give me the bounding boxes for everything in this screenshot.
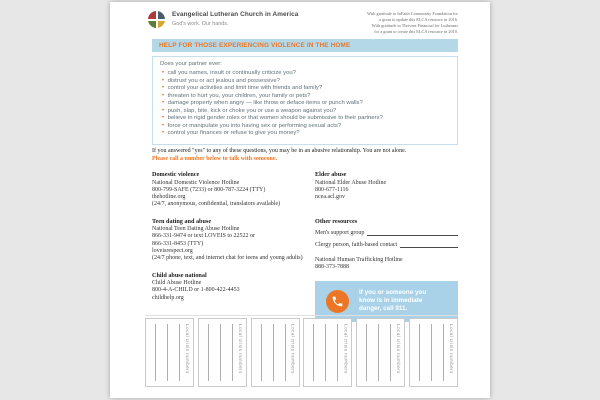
bullet-icon: • (162, 92, 165, 99)
write-line (419, 324, 420, 381)
write-line (273, 324, 274, 381)
question-item (162, 130, 451, 138)
resource-columns (152, 171, 458, 322)
resource-line: childhelp.org (152, 294, 184, 301)
resource-line: (24/7 phone, text, and internet chat for teens and young adults) (152, 254, 303, 261)
fill-in-label: Clergy person, faith-based contact (315, 241, 398, 248)
org-name: Evangelical Lutheran Church in America (172, 11, 299, 18)
answer-note-block (152, 148, 458, 162)
resource-line: National Domestic Violence Hotline (152, 179, 240, 186)
elca-emblem-logo (148, 11, 165, 28)
write-line (390, 324, 391, 381)
phone-icon (326, 290, 349, 313)
write-line (325, 324, 326, 381)
tearoff-label: Local crisis numbers (396, 324, 402, 374)
fill-in-row (315, 229, 458, 236)
question-text: control your finances or refuse to give you money? (167, 130, 300, 136)
tearoff-strip (409, 318, 458, 387)
tearoff-label: Local crisis numbers (185, 324, 190, 374)
logo-cross-horizontal (148, 19, 165, 21)
resource-block-elder-abuse (315, 171, 458, 201)
resource-heading: Elder abuse (315, 171, 347, 178)
gratitude-line: a grant to update this ELCA resource in 2016. (379, 17, 458, 23)
question-text: damage property when angry — like throw or deface items or punch walls? (167, 100, 363, 106)
perforation-line (145, 315, 458, 316)
resource-line: loveisrespect.org (152, 247, 193, 254)
bullet-icon: • (162, 107, 165, 114)
resource-line: National Elder Abuse Hotline (315, 179, 387, 186)
phone-handset-glyph (331, 295, 344, 308)
resource-block-teen-dating (152, 218, 307, 262)
write-line (378, 324, 379, 381)
emergency-text: If you or someone you know is in immediate danger, call 911. (359, 289, 427, 313)
org-tagline: God's work. Our hands. (172, 20, 229, 27)
resource-line: Child Abuse Hotline (152, 280, 202, 287)
resource-line: (24/7, anonymous, confidential, translators available) (152, 200, 281, 207)
resource-heading: Other resources (315, 217, 358, 225)
resource-heading: Domestic violence (152, 171, 200, 178)
write-line (167, 324, 168, 381)
resource-line: ncea.acl.gov (315, 193, 345, 200)
write-line (366, 324, 367, 381)
question-item (162, 70, 451, 78)
question-intro: Does your partner ever: (160, 61, 222, 67)
write-line (431, 324, 432, 381)
resource-line: 800-799-SAFE (7233) or 800-787-3224 (TTY) (152, 186, 266, 193)
resource-line: 800-4-A-CHILD or 1-800-422-4453 (152, 287, 240, 294)
resource-line: National Human Trafficking Hotline (315, 256, 403, 263)
bullet-icon: • (162, 122, 165, 129)
flyer-page (110, 2, 490, 398)
resource-column-left (152, 171, 307, 322)
gratitude-note (367, 11, 458, 35)
write-line (155, 324, 156, 381)
tearoff-label: Local crisis numbers (237, 324, 243, 374)
resource-block-other (315, 218, 458, 248)
bullet-icon: • (162, 115, 165, 121)
question-item (162, 123, 451, 131)
write-line (232, 324, 233, 381)
bullet-icon: • (162, 77, 165, 84)
questionnaire-box (152, 56, 458, 145)
question-item (162, 93, 451, 101)
fill-in-label: Men's support group (315, 230, 365, 237)
tearoff-strip (145, 318, 194, 387)
resource-column-right (315, 171, 458, 322)
tearoff-label: Local crisis numbers (343, 324, 349, 374)
question-text: distrust you or act jealous and possessive? (167, 77, 280, 84)
bullet-icon: • (162, 85, 165, 91)
tearoff-strip (198, 318, 247, 387)
write-line (261, 324, 262, 381)
question-text: control your activities and limit time with friends and family? (167, 85, 323, 91)
tearoff-strip-row (145, 318, 458, 387)
gratitude-line: With gratitude to Thrivent Financial for Lutherans (371, 23, 458, 29)
resource-line: 888-373-7888 (315, 263, 349, 270)
tearoff-strip (356, 318, 405, 387)
org-identity (172, 11, 298, 27)
write-line (208, 324, 209, 381)
question-item (162, 78, 451, 86)
bullet-icon: • (162, 100, 165, 106)
question-text: call you names, insult or continually criticize you? (167, 70, 296, 76)
question-text: push, slap, bite, kick or choke you or use a weapon against you? (167, 107, 337, 114)
tearoff-strip (303, 318, 352, 387)
question-text: threaten to hurt you, your children, your family or pets? (167, 92, 311, 99)
gratitude-line: With gratitude to InFaith Community Foundation for (366, 11, 458, 16)
resource-block-trafficking (315, 257, 458, 271)
gratitude-line: for a grant to create this ELCA resource in 2010. (374, 29, 458, 35)
question-text: believe in rigid gender roles or that women should be submissive to their partners? (167, 115, 383, 121)
fill-in-blank-line (367, 229, 458, 236)
fill-in-blank-line (400, 241, 458, 248)
flyer-header (148, 11, 458, 35)
resource-line: 866-331-9474 or text LOVEIS to 22522 or (152, 233, 255, 240)
resource-line: thehotline.org (152, 193, 186, 200)
question-item (162, 100, 451, 108)
resource-line: 866-331-8453 (TTY) (152, 240, 204, 247)
bullet-icon: • (162, 130, 165, 136)
question-text: force or manipulate you into having sex or performing sexual acts? (167, 122, 342, 129)
question-item (162, 115, 451, 123)
tearoff-label: Local crisis numbers (448, 324, 454, 374)
question-list (162, 70, 451, 138)
bullet-icon: • (162, 70, 165, 76)
write-line (443, 324, 444, 381)
call-note: Please call a number below to talk with someone. (152, 156, 278, 162)
question-item (162, 85, 451, 93)
fill-in-row (315, 241, 458, 248)
resource-block-domestic-violence (152, 171, 307, 208)
tearoff-label: Local crisis numbers (290, 324, 296, 374)
tearoff-strip (251, 318, 300, 387)
resource-line: 800-677-1116 (315, 186, 349, 193)
resource-heading: Teen dating and abuse (152, 217, 212, 225)
write-line (337, 324, 338, 381)
answer-note: If you answered "yes" to any of these questions, you may be in an abusive relationship. You are not alone. (152, 148, 407, 154)
write-line (285, 324, 286, 381)
resource-heading: Child abuse national (152, 271, 207, 279)
question-item (162, 108, 451, 116)
write-line (313, 324, 314, 381)
resource-line: National Teen Dating Abuse Hotline (152, 226, 240, 233)
flyer-title: HELP FOR THOSE EXPERIENCING VIOLENCE IN THE HOME (152, 39, 458, 52)
resource-block-child-abuse (152, 272, 307, 302)
write-line (179, 324, 180, 381)
write-line (220, 324, 221, 381)
